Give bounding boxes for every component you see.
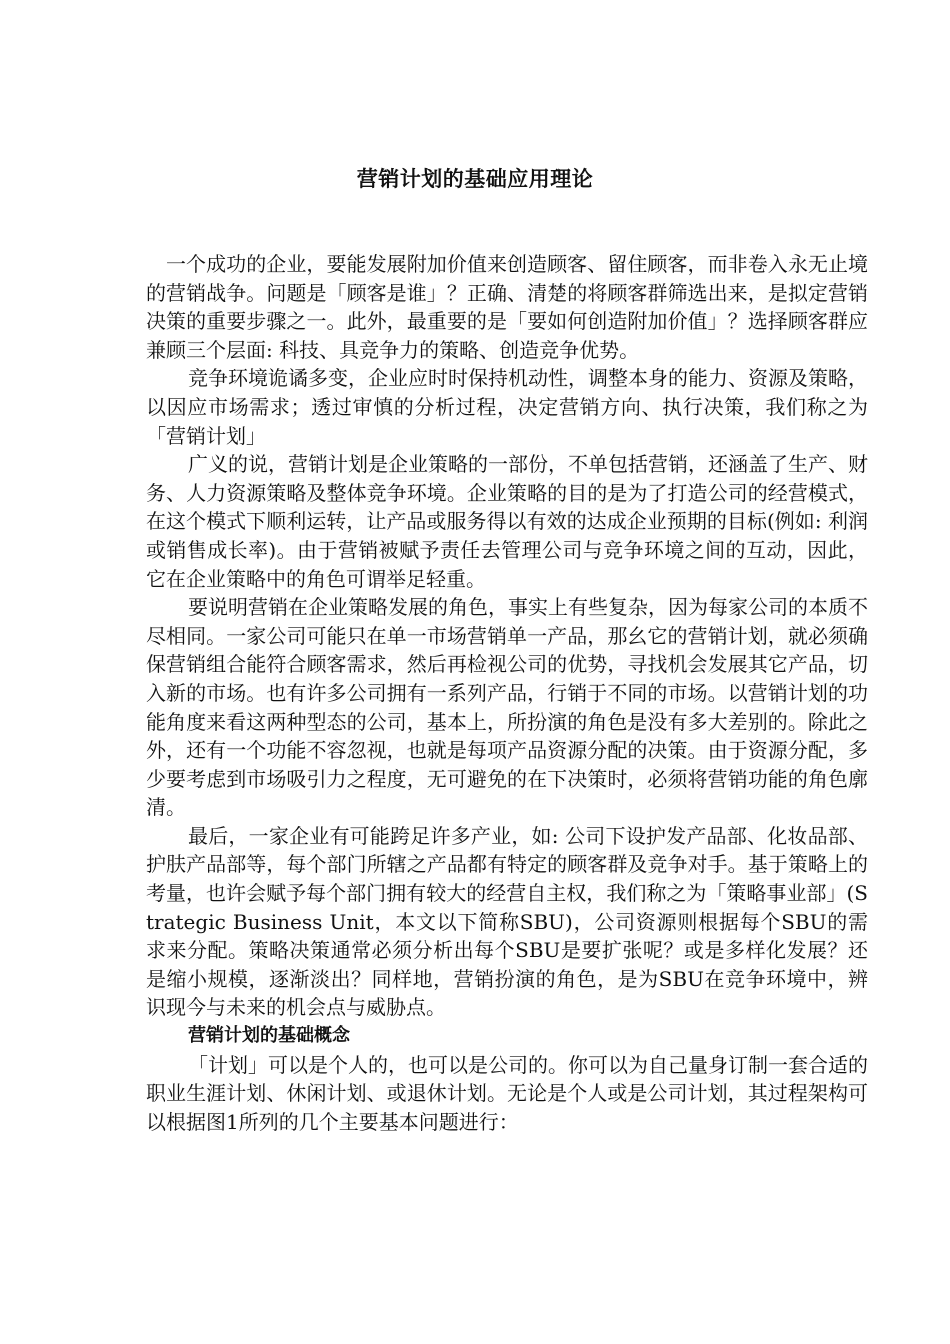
section-heading: 营销计划的基础概念 [188,1025,350,1047]
paragraph-intro: 一个成功的企业，要能发展附加价值来创造顾客、留住顾客，而非卷入永无止境的营销战争。问题是「顾客是谁」？正确、清楚的将顾客群筛选出来，是拟定营销决策的重要步骤之一。此外，最重要的是「要如何创造附加价值」？选择顾客群应兼顾三个层面: 科技、具竞争力的策略、创造竞争优势。 [146,252,868,362]
document-title: 营销计划的基础应用理论 [356,167,594,191]
paragraph-broad-definition: 广义的说，营销计划是企业策略的一部份，不单包括营销，还涵盖了生产、财务、人力资源策略及整体竞争环境。企业策略的目的是为了打造公司的经营模式，在这个模式下顺利运转，让产品或服务得以有效的达成企业预期的目标(例如: 利润或销售成长率)。由于营销被赋予责任去管理公司与竞争环境之间的互动，因此，它在企业策略中的角色可谓举足轻重。 [146,452,868,591]
paragraph-marketing-role: 要说明营销在企业策略发展的角色，事实上有些复杂，因为每家公司的本质不尽相同。一家公司可能只在单一市场营销单一产品，那幺它的营销计划，就必须确保营销组合能符合顾客需求，然后再检视公司的优势，寻找机会发展其它产品，切入新的市场。也有许多公司拥有一系列产品，行销于不同的市场。以营销计划的功能角度来看这两种型态的公司，基本上，所扮演的角色是没有多大差别的。除此之外，还有一个功能不容忽视，也就是每项产品资源分配的决策。由于资源分配，多少要考虑到市场吸引力之程度，无可避免的在下决策时，必须将营销功能的角色廓清。 [146,595,868,820]
document-body [146,250,868,1136]
paragraph-planning-basics: 「计划」可以是个人的，也可以是公司的。你可以为自己量身订制一套合适的职业生涯计划、休闲计划、或退休计划。无论是个人或是公司计划，其过程架构可以根据图1所列的几个主要基本问题进行： [146,1052,868,1134]
paragraph-competitive-environment: 竞争环境诡谲多变，企业应时时保持机动性，调整本身的能力、资源及策略，以因应市场需求；透过审慎的分析过程，决定营销方向、执行决策，我们称之为「营销计划」 [146,366,868,448]
paragraph-sbu: 最后，一家企业有可能跨足许多产业，如: 公司下设护发产品部、化妆品部、护肤产品部等，每个部门所辖之产品都有特定的顾客群及竞争对手。基于策略上的考量，也许会赋予每个部门拥有较大的经营自主权，我们称之为「策略事业部」(Strategic Business Unit，本文以下简称SBU)，公司资源则根据每个SBU的需求来分配。策略决策通常必须分析出每个SBU是要扩张呢？或是多样化发展？还是缩小规模，逐渐淡出？同样地，营销扮演的角色，是为SBU在竞争环境中，辨识现今与未来的机会点与威胁点。 [146,823,868,1020]
